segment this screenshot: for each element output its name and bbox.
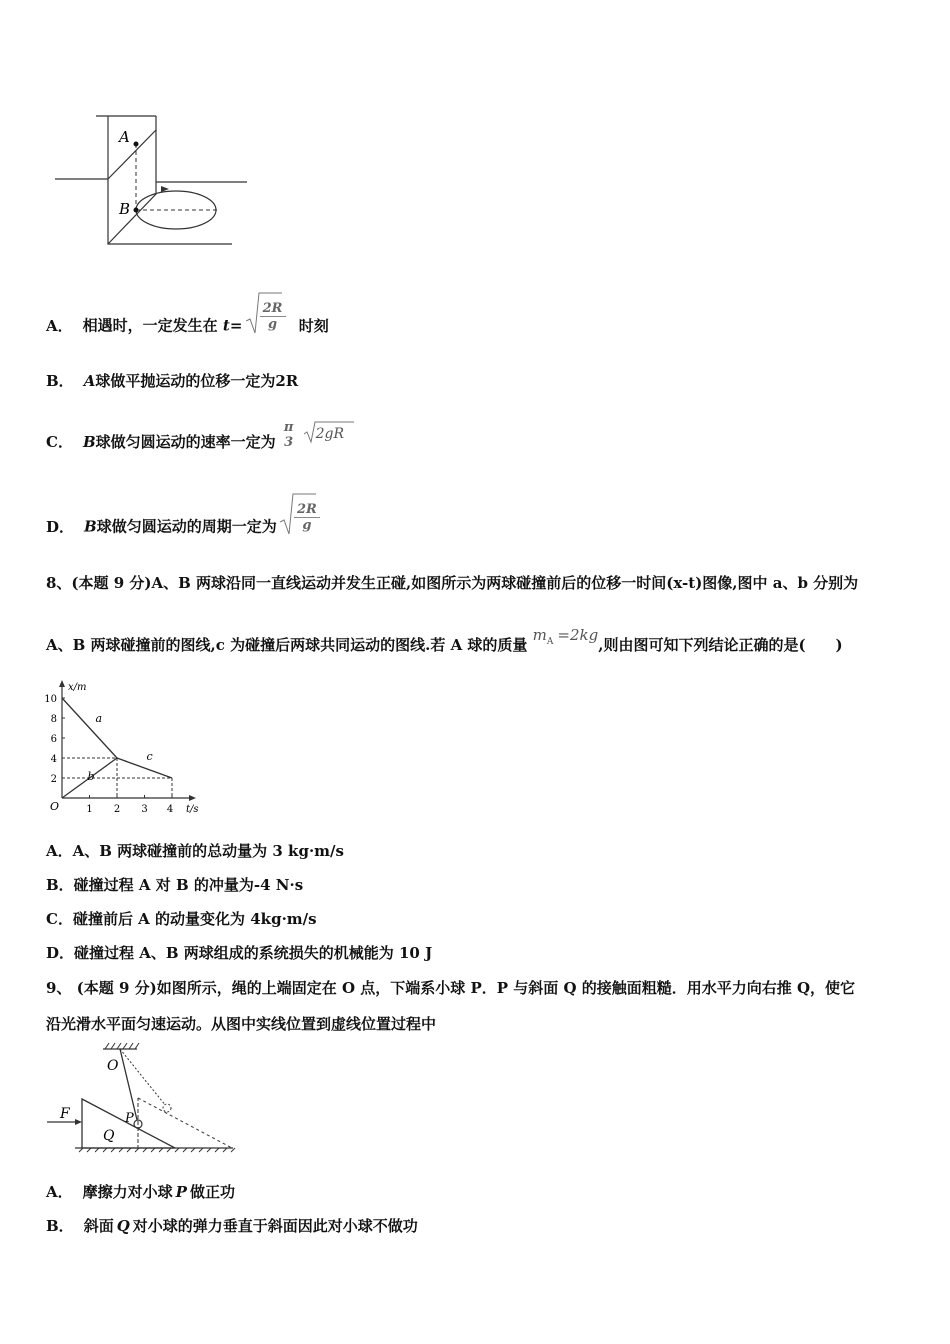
y-axis-arrow bbox=[59, 680, 65, 687]
y-tick-label: 6 bbox=[50, 734, 57, 745]
xt-chart bbox=[40, 672, 200, 816]
x-axis-label: t/s bbox=[186, 804, 199, 815]
series-label-a: a bbox=[95, 712, 103, 725]
y-tick-label: 4 bbox=[50, 754, 57, 765]
q8-stem-line2: A、B 两球碰撞前的图线,c 为碰撞后两球共同运动的图线.若 A 球的质量 $m_A =2kg$,则由图可知下列结论正确的是( ) bbox=[46, 626, 843, 654]
q8-option-c: C．碰撞前后 A 的动量变化为 4kg·m/s bbox=[46, 910, 317, 928]
sqrt-2r-over-g: $\frac{2R}{g}$ bbox=[248, 301, 288, 332]
point-b bbox=[134, 208, 139, 213]
ball-p-dashed bbox=[163, 1104, 171, 1112]
q9-figure bbox=[45, 1040, 240, 1158]
q7-option-c: C． B球做匀圆运动的速率一定为 π 3 2gR bbox=[46, 428, 344, 458]
q9-option-a: A． 摩擦力对小球 P 做正功 bbox=[46, 1183, 235, 1201]
mass-expression: $m_A =2kg$ bbox=[532, 626, 599, 647]
label-b: B bbox=[119, 200, 131, 218]
q8-option-a: A．A、B 两球碰撞前的总动量为 3 kg·m/s bbox=[46, 842, 344, 860]
label-p: P bbox=[125, 1111, 134, 1126]
series-label-b: b bbox=[87, 770, 95, 783]
label-a: A bbox=[119, 128, 130, 146]
q8-stem-line1: 8、(本题 9 分)A、B 两球沿同一直线运动并发生正碰,如图所示为两球碰撞前后的位移一时间(x-t)图像,图中 a、b 分别为 bbox=[46, 574, 859, 592]
series-line-c bbox=[117, 758, 172, 778]
x-axis-arrow bbox=[189, 795, 196, 801]
x-tick-label: 3 bbox=[141, 804, 148, 815]
y-tick-label: 10 bbox=[44, 694, 57, 705]
q9-stem-line2: 沿光滑水平面匀速运动。从图中实线位置到虚线位置过程中 bbox=[46, 1015, 437, 1033]
q9-option-b: B． 斜面 Q 对小球的弹力垂直于斜面因此对小球不做功 bbox=[46, 1217, 418, 1235]
origin-label: O bbox=[50, 800, 60, 813]
q7-option-a: A． 相遇时，一定发生在 t= $\frac{2R}{g}$ 时刻 bbox=[46, 311, 329, 342]
q7-option-d: D． B球做匀圆运动的周期一定为 $\frac{2R}{g}$ bbox=[46, 512, 322, 543]
q8-option-d: D．碰撞过程 A、B 两球组成的系统损失的机械能为 10 J bbox=[46, 944, 433, 962]
label-o: O bbox=[107, 1058, 119, 1074]
y-tick-label: 2 bbox=[50, 774, 57, 785]
q9-stem-line1: 9、 (本题 9 分)如图所示，绳的上端固定在 O 点，下端系小球 P．P 与斜面 Q 的接触面粗糙．用水平力向右推 Q，使它 bbox=[46, 979, 856, 997]
y-tick-label: 8 bbox=[50, 714, 57, 725]
x-tick-label: 1 bbox=[86, 804, 93, 815]
sqrt-2gr: 2gR bbox=[306, 424, 344, 442]
label-q: Q bbox=[103, 1128, 115, 1144]
series-label-c: c bbox=[146, 750, 153, 763]
label-f: F bbox=[60, 1106, 70, 1122]
x-tick-label: 2 bbox=[113, 804, 121, 815]
sqrt-2r-over-g-d: $\frac{2R}{g}$ bbox=[282, 502, 322, 533]
series-line-a bbox=[62, 698, 117, 758]
point-a bbox=[134, 142, 139, 147]
q7-option-b: B． A球做平抛运动的位移一定为2R bbox=[46, 372, 299, 390]
y-axis-label: x/m bbox=[68, 682, 87, 693]
q8-option-b: B．碰撞过程 A 对 B 的冲量为-4 N·s bbox=[46, 876, 304, 894]
q7-figure bbox=[55, 108, 250, 250]
x-tick-label: 4 bbox=[166, 804, 174, 815]
